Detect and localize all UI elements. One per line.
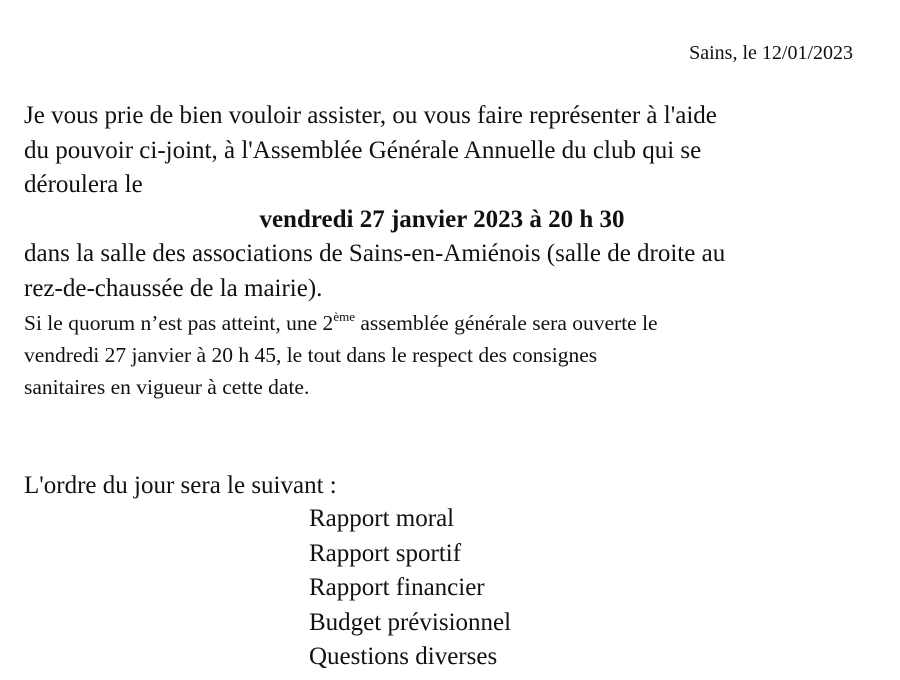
quorum-paragraph — [24, 307, 874, 403]
quorum-text-after: assemblée générale sera ouverte le — [354, 311, 658, 335]
intro-line-1: Je vous prie de bien vouloir assister, ou vous faire représenter à l'aide — [24, 102, 717, 129]
ordinal-superscript: ème — [333, 309, 355, 324]
agenda-item-rapport-moral: Rapport moral — [309, 505, 455, 532]
agenda-item-questions-diverses: Questions diverses — [309, 643, 498, 670]
intro-line-3: déroulera le — [24, 171, 143, 198]
invitation-paragraph — [24, 99, 874, 306]
location-line-1: dans la salle des associations de Sains-en-Amiénois (salle de droite au — [24, 240, 726, 267]
letter-date: Sains, le 12/01/2023 — [689, 42, 853, 64]
quorum-line-2: vendredi 27 janvier à 20 h 45, le tout dans le respect des consignes — [24, 343, 598, 367]
agenda-item-rapport-financier: Rapport financier — [309, 574, 485, 601]
quorum-line-3: sanitaires en vigueur à cette date. — [24, 375, 310, 399]
quorum-text-before: Si le quorum n’est pas atteint, une 2 — [24, 311, 334, 335]
agenda-item-rapport-sportif: Rapport sportif — [309, 539, 462, 567]
agenda-item-budget-previsionnel: Budget prévisionnel — [309, 608, 512, 636]
meeting-date: vendredi 27 janvier 2023 à 20 h 30 — [259, 205, 625, 233]
agenda-list — [309, 502, 511, 675]
agenda-heading: L'ordre du jour sera le suivant : — [24, 472, 337, 499]
intro-line-2: du pouvoir ci-joint, à l'Assemblée Générale Annuelle du club qui se — [24, 136, 702, 164]
location-line-2: rez-de-chaussée de la mairie). — [24, 274, 323, 302]
